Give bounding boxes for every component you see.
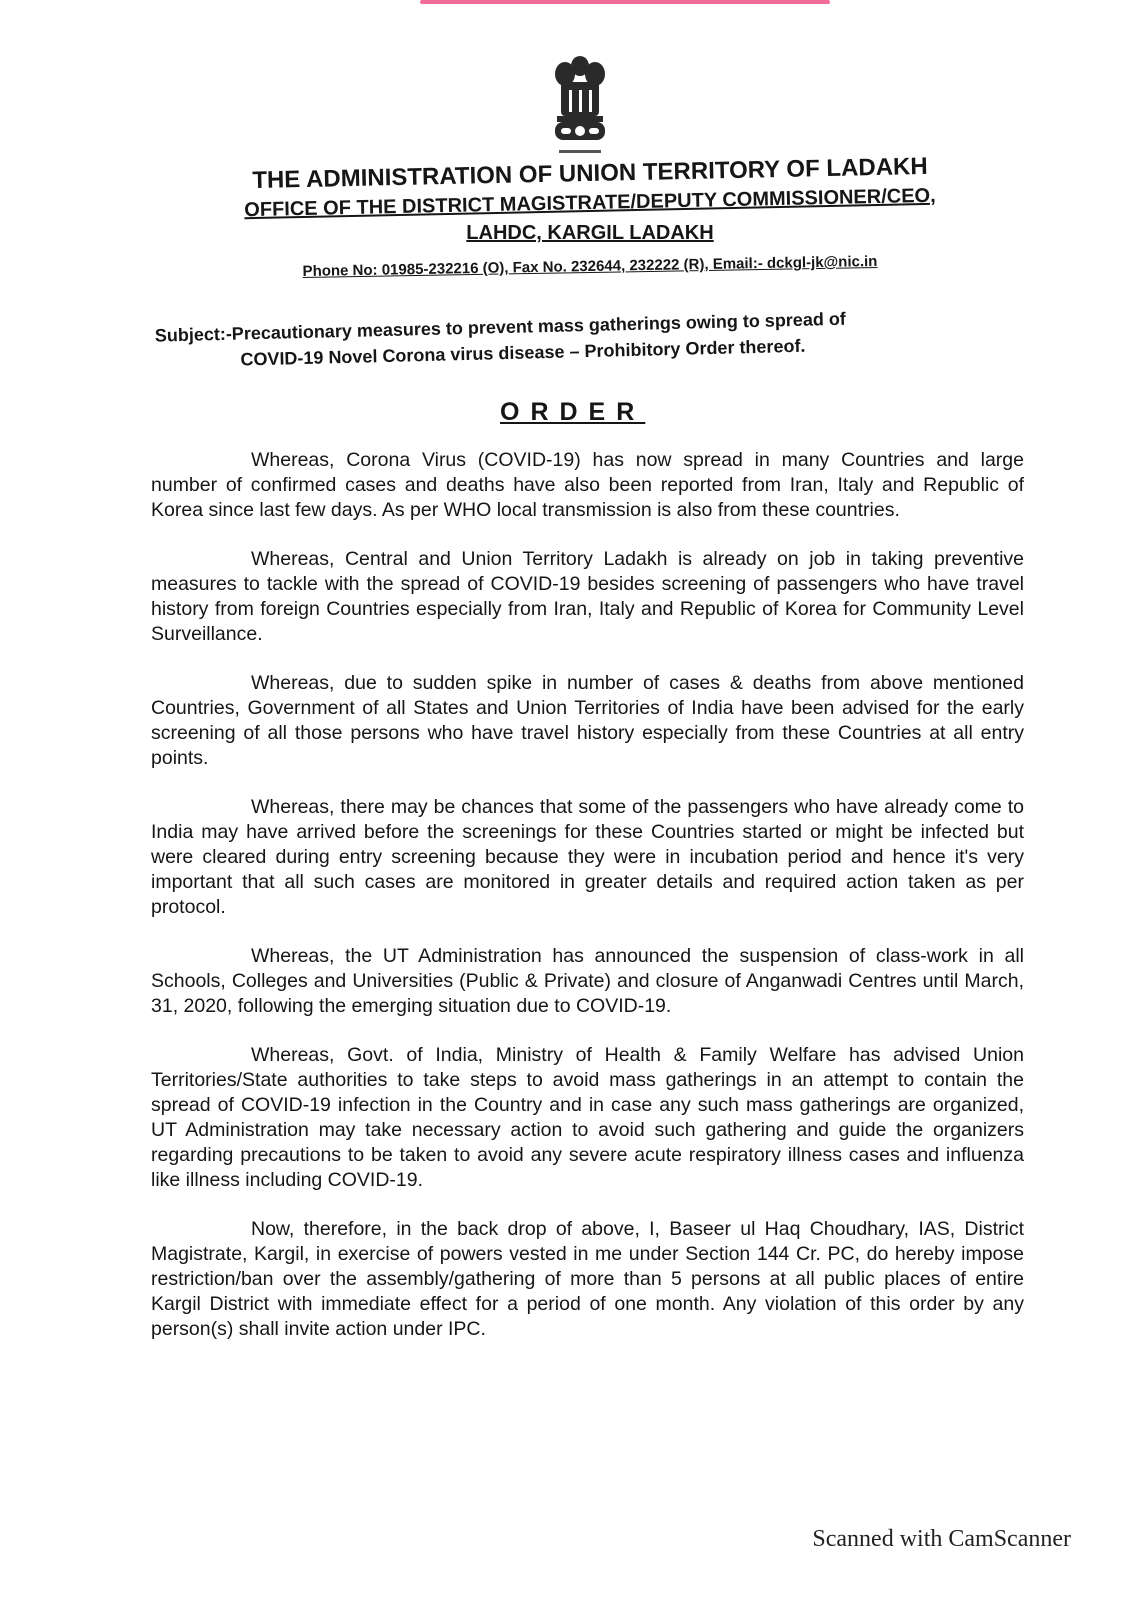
order-heading: ORDER [500, 398, 646, 426]
paragraph: Now, therefore, in the back drop of above, I, Baseer ul Haq Choudhary, IAS, District Magistrate, Kargil, in exercise of powers vested in me under Section 144 Cr. PC, do hereby impose restriction/ban over the assembly/gathering of more than 5 persons at all public places of entire Kargil District with immediate effect for a period of one month. Any violation of this order by any person(s) shall invite action under IPC. [151, 1218, 1024, 1340]
paragraph: Whereas, there may be chances that some of the passengers who have already come to India may have arrived before the screenings for these Countries started or might be infected but were cleared during entry screening because they were in incubation period and hence it's very important that all such cases are monitored in greater details and required action taken as per protocol. [151, 796, 1024, 918]
national-emblem-icon [545, 52, 615, 160]
scan-edge-mark [420, 0, 830, 4]
contact-line [150, 250, 1030, 282]
subject-line-2: COVID-19 Novel Corona virus disease – Prohibitory Order thereof. [240, 335, 806, 370]
paragraph: Whereas, Corona Virus (COVID-19) has now spread in many Countries and large number of confirmed cases and deaths have also been reported from Iran, Italy and Republic of Korea since last few days. As per WHO local transmission is also from these countries. [151, 449, 1024, 521]
paragraph: Whereas, Central and Union Territory Ladakh is already on job in taking preventive measures to tackle with the spread of COVID-19 besides screening of passengers who have travel history from foreign Countries especially from Iran, Italy and Republic of Korea for Community Level Surveillance. [151, 548, 1024, 645]
contact-text: Phone No: 01985-232216 (O), Fax No. 232644, 232222 (R), Email:- dckgl-jk@nic.in [302, 252, 878, 281]
paragraph: Whereas, the UT Administration has announced the suspension of class-work in all Schools, Colleges and Universities (Public & Private) and closure of Anganwadi Centres until March, 31, 2020, following the emerging situation due to COVID-19. [151, 945, 1024, 1017]
order-body [151, 448, 1024, 1366]
paragraph: Whereas, due to sudden spike in number of cases & deaths from above mentioned Countries, Government of all States and Union Territories of India have been advised for the early screening of all those persons who have travel history especially from these Countries at all entry points. [151, 672, 1024, 769]
subject [154, 301, 1025, 374]
office-location-text: LAHDC, KARGIL LADAKH [466, 222, 714, 244]
office-name-text: OFFICE OF THE DISTRICT MAGISTRATE/DEPUTY COMMISSIONER/CEO, [244, 184, 936, 222]
subject-line-1: Subject:-Precautionary measures to prevent mass gatherings owing to spread of [154, 308, 847, 346]
scanner-watermark: Scanned with CamScanner [812, 1526, 1071, 1552]
office-location [150, 222, 1030, 245]
paragraph: Whereas, Govt. of India, Ministry of Health & Family Welfare has advised Union Territories/State authorities to take steps to avoid mass gatherings in an attempt to contain the spread of COVID-19 infection in the Country and in case any such mass gatherings are organized, UT Administration may take necessary action to avoid such gathering and guide the organizers regarding precautions to be taken to avoid any severe acute respiratory illness cases and influenza like illness including COVID-19. [151, 1044, 1024, 1191]
administration-title: THE ADMINISTRATION OF UNION TERRITORY OF LADAKH [251, 152, 928, 195]
